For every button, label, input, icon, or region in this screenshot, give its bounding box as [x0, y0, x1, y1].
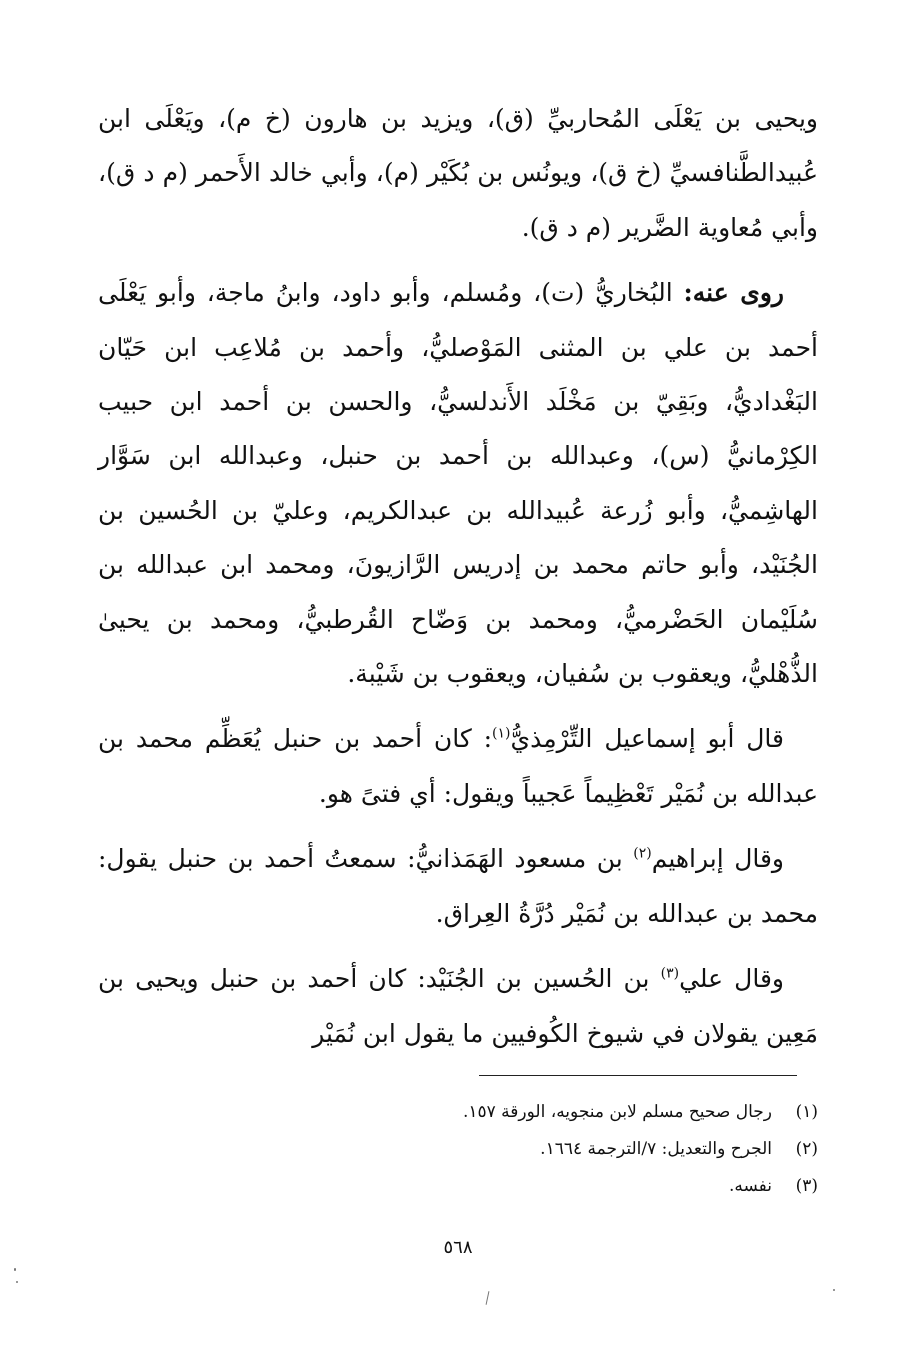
footnote-marker-1[interactable]: (١): [492, 726, 511, 743]
quote-text: بن مسعود الهَمَذانيُّ: سمعتُ أحمد بن حنبل يقول: محمد بن عبدالله بن نُمَيْر دُرَّةُ العِراق.: [98, 844, 818, 928]
page-number: ٥٦٨: [443, 1237, 473, 1258]
scan-speck: [16, 1281, 18, 1283]
paragraph-teachers: [98, 92, 818, 255]
scan-speck: [833, 1289, 835, 1291]
footnote-2: [98, 1131, 818, 1168]
footnote-number: (١): [795, 1102, 818, 1122]
footnote-3: [98, 1168, 818, 1205]
quote-text: : كان أحمد بن حنبل يُعَظِّم محمد بن عبدالله بن نُمَيْر تَعْظِيماً عَجيباً ويقول: أي فتىً هو.: [98, 724, 818, 808]
footnote-text: الجرح والتعديل: ٧/الترجمة ١٦٦٤.: [540, 1139, 772, 1159]
footnote-marker-3[interactable]: (٣): [660, 965, 680, 982]
paragraph-lead: روى عنه:: [683, 278, 784, 308]
footnote-text: رجال صحيح مسلم لابن منجويه، الورقة ١٥٧.: [462, 1102, 772, 1122]
paragraph-text: ويحيى بن يَعْلَى المُحاربيِّ (ق)، ويزيد بن هارون (خ م)، ويَعْلَى ابن عُبيدالطَّنافسيِّ (خ ق)، ويونُس بن بُكَيْر (م)، وأبي خالد الأَحمر (م د ق)، وأبي مُعاوية الضَّرير (م د ق).: [98, 104, 818, 242]
footnotes: [98, 1094, 818, 1205]
quote-intro: وقال علي: [679, 964, 784, 994]
quote-text: بن الحُسين بن الجُنَيْد: كان أحمد بن حنبل ويحيى بن مَعِين يقولان في شيوخ الكُوفيين ما يقول ابن نُمَيْر: [98, 964, 818, 1048]
footnote-number: (٣): [795, 1176, 818, 1196]
quote-intro: وقال إبراهيم: [651, 844, 785, 874]
paragraph-students: [98, 266, 818, 701]
footnote-text: نفسه.: [728, 1176, 772, 1196]
footnote-marker-2[interactable]: (٢): [633, 845, 652, 862]
paragraph-quote-tirmidhi: [98, 712, 818, 821]
paragraph-text: البُخاريُّ (ت)، ومُسلم، وأبو داود، وابنُ ماجة، وأبو يَعْلَى أحمد بن علي بن المثنى المَوْصليُّ، وأحمد بن مُلاعِب ابن حَيّان البَغْداديُّ، وبَقِيّ بن مَخْلَد الأَندلسيُّ، والحسن بن أحمد ابن حبيب الكِرْمانيُّ (س)، وعبدالله بن أحمد بن حنبل، وعبدالله ابن سَوَّار الهاشِميُّ، وأبو زُرعة عُبيدالله بن عبدالكريم، وعليّ بن الحُسين بن الجُنَيْد، وأبو حاتم محمد بن إدريس الرَّازيونَ، ومحمد ابن عبدالله بن سُلَيْمان الحَضْرميُّ، ومحمد بن وَضّاح القُرطبيُّ، ومحمد بن يحيىٰ الذُّهْليُّ، ويعقوب بن سُفيان، ويعقوب بن شَيْبة.: [98, 278, 818, 689]
footnote-separator: [479, 1075, 797, 1076]
quote-intro: قال أبو إسماعيل التِّرْمِذيُّ: [510, 724, 784, 754]
paragraph-quote-junayd: [98, 952, 818, 1061]
footnote-number: (٢): [795, 1139, 818, 1159]
scan-speck: [486, 1291, 490, 1305]
paragraph-quote-hamadhani: [98, 832, 818, 941]
scan-speck: [14, 1268, 16, 1271]
main-text: [98, 92, 818, 1061]
footnote-1: [98, 1094, 818, 1131]
